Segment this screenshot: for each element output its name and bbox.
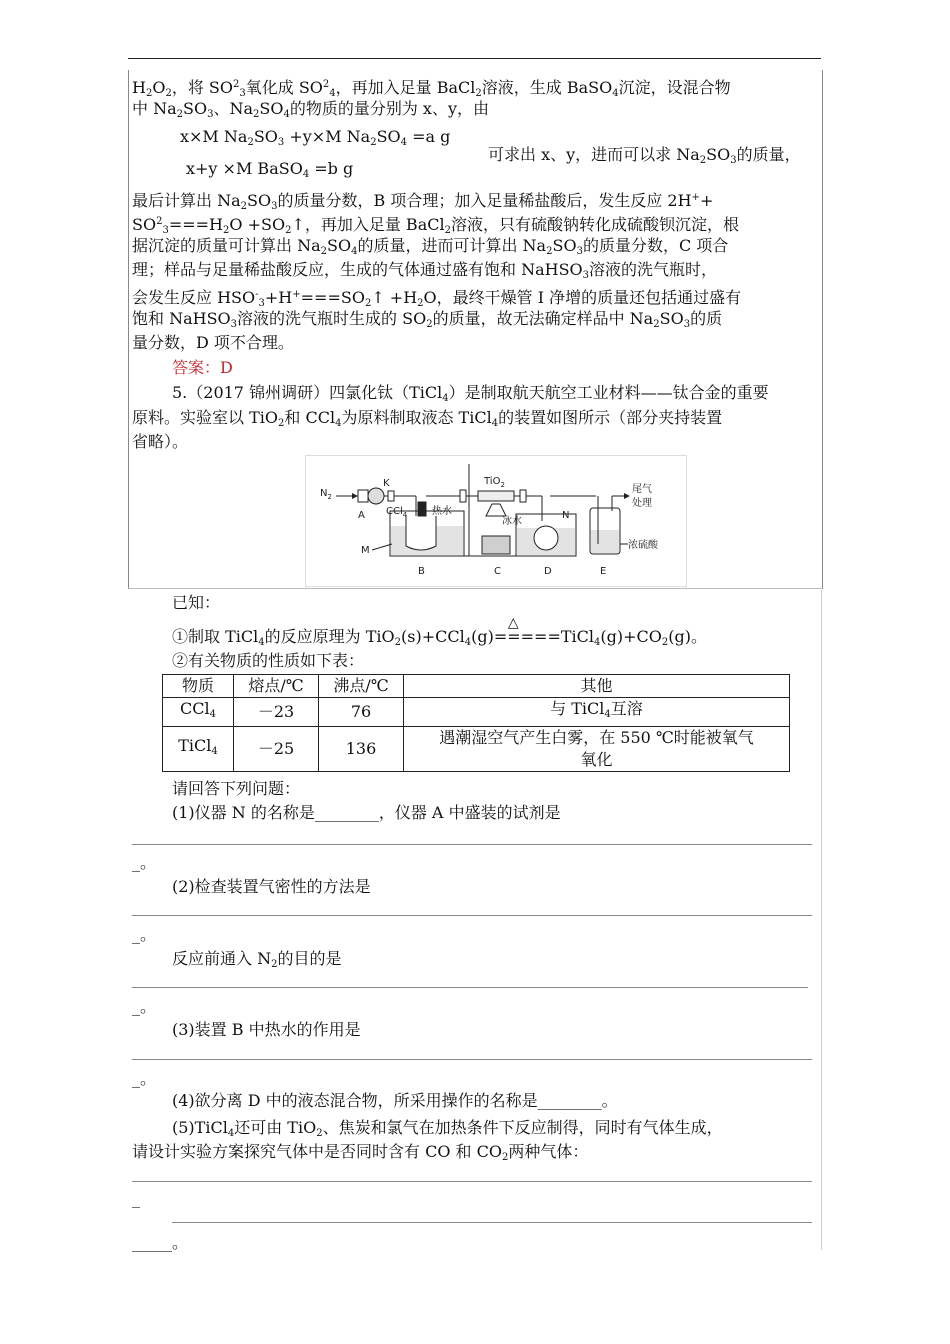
burner-flame [486, 504, 506, 516]
blank-end-4: _。 [132, 1069, 157, 1088]
label-m: M [361, 545, 370, 556]
label-conc-acid: 浓硫酸 [628, 540, 658, 551]
known-reaction: ①制取 TiCl$_4$的反应原理为 TiO$_2$(s)+CCl$_4$(g) △ $=====TiCl_4(g)+CO_2(g)$。 [172, 626, 707, 654]
question-3: (3)装置 B 中热水的作用是 [172, 1020, 361, 1039]
blank-end-3: _。 [132, 997, 157, 1016]
label-tio2: TiO$_2$ [484, 476, 505, 489]
table-row: TiCl$_4$ －25 136 遇潮湿空气产生白雾，在 550 ℃时能被氧气 氧化 [163, 727, 790, 772]
questions-intro: 请回答下列问题： [172, 779, 301, 798]
flask-d [534, 526, 558, 550]
arrow-icon [352, 493, 358, 499]
solution-line-6: 理；样品与足量稀盐酸反应，生成的气体通过盛有饱和 NaHSO$_3$溶液的洗气瓶时， [132, 260, 718, 281]
question-2: (2)检查装置气密性的方法是 [172, 877, 371, 896]
answer-blank-6[interactable] [172, 1222, 812, 1223]
lamp-c [482, 536, 510, 554]
stopper-b [418, 502, 426, 516]
blank-end-1: _。 [132, 853, 157, 872]
answer-blank-5[interactable] [132, 1181, 812, 1182]
solution-line-1: $H_2O_2$，将 $SO^2_3$氧化成 $SO^2_4$，再加入足量 BaCl$_2$溶液，生成 BaSO$_4$沉淀，设混合物 [132, 78, 731, 99]
solution-line-8: 饱和 NaHSO$_3$溶液的洗气瓶时生成的 $SO_2$的质量，故无法确定样品中 $Na_2SO_3$的质 [132, 309, 723, 330]
solution-line-7: 会发生反应 $HSO^-_3+H^+===SO_2↑ +H_2O$，最终干燥管 I 净增的质量还包括通过盛有 [132, 288, 742, 309]
flask-b [406, 516, 436, 550]
solution-line-5: 据沉淀的质量可计算出 $Na_2SO_4$的质量，进而可计算出 $Na_2SO_3$的质量分数，C 项合 [132, 236, 729, 257]
equation-1: x×M $Na_2SO_3 +y\times M$ $Na_2SO_4 =a$ g [180, 127, 451, 148]
blank-end-5: _ [132, 1189, 140, 1208]
question-5-line-1: 5.（2017 锦州调研）四氯化钛（TiCl$_4$）是制取航天航空工业材料——钛合金的重要 [172, 383, 769, 404]
blank-end-2: _。 [132, 925, 157, 944]
question-5-line-3: 省略）。 [132, 432, 189, 451]
table-header-row: 物质 熔点/℃ 沸点/℃ 其他 [163, 675, 790, 698]
question-5-line-2: 原料。实验室以 TiO$_2$和 CCl$_4$为原料制取液态 TiCl$_4$的装置如图所示（部分夹持装置 [132, 408, 723, 429]
drying-tube-a [358, 490, 368, 502]
label-k: K [383, 478, 390, 489]
header-rule [128, 58, 821, 59]
equation-conclusion: 可求出 x、y，进而可以求 $Na_2SO_3$的质量， [488, 145, 801, 166]
answer-blank-1[interactable] [132, 844, 812, 845]
solution-line-3: 最后计算出 $Na_2SO_3$的质量分数，B 项合理；加入足量稀盐酸后，发生反应 2H++ [132, 191, 714, 212]
question-1: (1)仪器 N 的名称是________，仪器 A 中盛装的试剂是 [172, 803, 561, 822]
known-title: 已知： [172, 593, 221, 612]
label-ice-water: 冰水 [502, 516, 522, 527]
apparatus-figure [305, 455, 687, 587]
label-e: E [600, 566, 607, 577]
question-4: (4)欲分离 D 中的液态混合物，所采用操作的名称是________。 [172, 1091, 618, 1110]
answer-blank-2[interactable] [132, 915, 812, 916]
question-5-part-1: (5)TiCl$_4$还可由 TiO$_2$、焦炭和氯气在加热条件下反应制得，同时有气体生成， [172, 1118, 723, 1139]
blank-end-6: _____。 [132, 1233, 189, 1252]
drying-bulb [368, 488, 384, 504]
reaction-tube [478, 491, 514, 501]
margin-rule [821, 590, 822, 1250]
equation-2: x+y ×M BaSO$_4$ =b g [186, 159, 354, 180]
label-d: D [544, 566, 552, 577]
solution-line-9: 量分数，D 项不合理。 [132, 333, 294, 352]
known-properties: ②有关物质的性质如下表： [172, 651, 365, 670]
delta-icon: △ [507, 615, 519, 631]
valve-k [388, 491, 394, 501]
solution-line-4: $SO^2_3===H_2O$ $+SO_2↑$，再加入足量 BaCl$_2$溶液，只有硫酸钠转化成硫酸钡沉淀，根 [132, 215, 739, 236]
question-5-part-2: 请设计实验方案探究气体中是否同时含有 CO 和 $CO_2$两种气体： [132, 1142, 589, 1163]
label-a: A [358, 510, 365, 521]
label-c: C [494, 566, 501, 577]
table-row: CCl$_4$ －23 76 与 TiCl$_4$互溶 [163, 698, 790, 727]
answer-blank-4[interactable] [132, 1059, 812, 1060]
label-ccl4: CCl$_4$ [386, 506, 408, 519]
label-tail-gas: 尾气 [632, 484, 652, 495]
label-hot-water: 热水 [432, 506, 452, 517]
answer-blank-3[interactable] [132, 987, 808, 988]
label-n: N [562, 510, 570, 521]
label-treatment: 处理 [632, 498, 652, 509]
solution-line-2: 中 $Na_2SO_3$、$Na_2SO_4$的物质的量分别为 x、y，由 [132, 99, 489, 120]
label-n2: $N_2$ [320, 488, 332, 501]
label-b: B [418, 566, 425, 577]
answer-label: 答案：D [172, 358, 233, 377]
properties-table [162, 674, 790, 772]
question-2b: 反应前通入 $N_2$的目的是 [172, 949, 342, 970]
